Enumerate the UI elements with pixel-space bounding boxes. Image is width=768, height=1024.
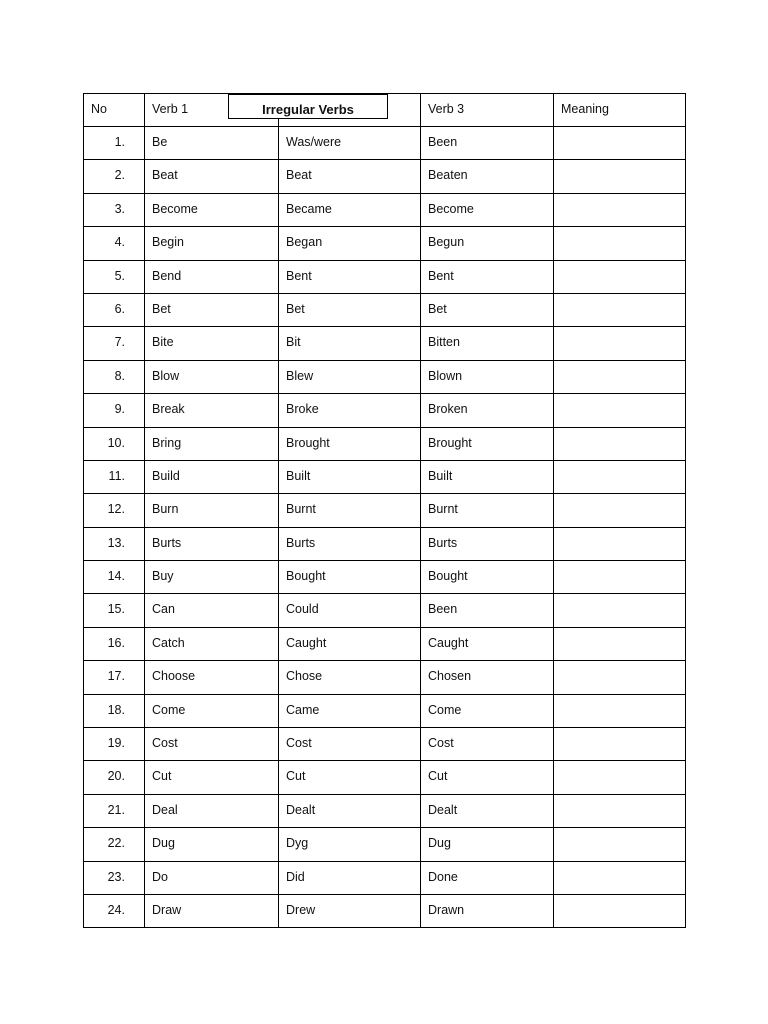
cell-meaning-text bbox=[554, 661, 685, 668]
table-row bbox=[84, 160, 686, 193]
cell-no-text: 12. bbox=[107, 502, 125, 517]
cell-verb2 bbox=[279, 594, 421, 627]
table-row bbox=[84, 894, 686, 927]
page-title: Irregular Verbs bbox=[228, 94, 388, 119]
cell-verb3-text: Drawn bbox=[428, 902, 465, 917]
cell-no bbox=[84, 527, 145, 560]
cell-verb3 bbox=[421, 561, 554, 594]
cell-verb3-text: Been bbox=[428, 135, 458, 149]
cell-verb1 bbox=[145, 828, 279, 861]
cell-verb3 bbox=[421, 293, 554, 326]
cell-meaning-text bbox=[554, 728, 685, 735]
cell-meaning-text bbox=[554, 294, 685, 301]
cell-verb3 bbox=[421, 494, 554, 527]
cell-verb2-text: Cut bbox=[286, 769, 306, 784]
cell-verb1 bbox=[145, 694, 279, 727]
cell-verb3-text: Done bbox=[428, 869, 458, 884]
cell-verb3-text: Burnt bbox=[428, 502, 458, 517]
cell-verb2-text: Was/were bbox=[286, 135, 342, 149]
cell-verb2 bbox=[279, 327, 421, 360]
cell-no bbox=[84, 828, 145, 861]
cell-verb2-text: Dyg bbox=[286, 836, 309, 851]
cell-verb1-text: Break bbox=[152, 402, 185, 417]
cell-verb2-text: Bet bbox=[286, 301, 305, 316]
cell-verb1 bbox=[145, 360, 279, 393]
header-verb3-label: Verb 3 bbox=[428, 102, 465, 116]
table-row bbox=[84, 828, 686, 861]
cell-meaning bbox=[554, 894, 686, 927]
cell-verb1-text: Beat bbox=[152, 168, 178, 183]
cell-verb3-text: Bet bbox=[428, 301, 447, 316]
cell-meaning-text bbox=[554, 327, 685, 334]
cell-verb2-text: Broke bbox=[286, 402, 319, 417]
cell-verb1 bbox=[145, 594, 279, 627]
cell-meaning bbox=[554, 193, 686, 226]
cell-meaning-text bbox=[554, 695, 685, 702]
cell-meaning bbox=[554, 828, 686, 861]
cell-meaning bbox=[554, 293, 686, 326]
cell-verb2 bbox=[279, 694, 421, 727]
cell-verb3-text: Begun bbox=[428, 235, 465, 250]
table-row bbox=[84, 627, 686, 660]
cell-verb2 bbox=[279, 761, 421, 794]
cell-meaning-text bbox=[554, 160, 685, 167]
cell-verb1-text: Burts bbox=[152, 535, 182, 550]
cell-verb3 bbox=[421, 160, 554, 193]
cell-meaning bbox=[554, 694, 686, 727]
cell-verb2 bbox=[279, 527, 421, 560]
cell-no-text: 1. bbox=[114, 135, 125, 149]
cell-meaning bbox=[554, 594, 686, 627]
cell-verb3-text: Broken bbox=[428, 402, 468, 417]
table-row bbox=[84, 427, 686, 460]
table-row bbox=[84, 794, 686, 827]
cell-verb3 bbox=[421, 861, 554, 894]
table-row bbox=[84, 694, 686, 727]
cell-verb1 bbox=[145, 661, 279, 694]
cell-no-text: 21. bbox=[107, 802, 125, 817]
table-row bbox=[84, 293, 686, 326]
cell-meaning bbox=[554, 160, 686, 193]
cell-verb2-text: Burts bbox=[286, 535, 316, 550]
cell-verb3-text: Become bbox=[428, 201, 474, 216]
cell-verb2-text: Built bbox=[286, 468, 311, 483]
cell-verb2-text: Burnt bbox=[286, 502, 316, 517]
table-row bbox=[84, 127, 686, 160]
cell-no-text: 9. bbox=[114, 402, 125, 417]
cell-verb1-text: Be bbox=[152, 135, 168, 149]
cell-verb1-text: Do bbox=[152, 869, 168, 884]
cell-verb2 bbox=[279, 293, 421, 326]
cell-meaning-text bbox=[554, 795, 685, 802]
cell-meaning-text bbox=[554, 628, 685, 635]
cell-verb2 bbox=[279, 227, 421, 260]
cell-verb2 bbox=[279, 394, 421, 427]
cell-no bbox=[84, 561, 145, 594]
cell-no bbox=[84, 494, 145, 527]
cell-verb1 bbox=[145, 293, 279, 326]
cell-verb3-text: Bought bbox=[428, 569, 468, 584]
cell-verb3 bbox=[421, 260, 554, 293]
cell-verb1-text: Bring bbox=[152, 435, 182, 450]
cell-verb1 bbox=[145, 227, 279, 260]
cell-verb3 bbox=[421, 728, 554, 761]
cell-no bbox=[84, 794, 145, 827]
cell-no-text: 4. bbox=[114, 235, 125, 250]
table-row bbox=[84, 594, 686, 627]
cell-meaning-text bbox=[554, 261, 685, 268]
cell-verb1-text: Deal bbox=[152, 802, 178, 817]
cell-verb2 bbox=[279, 561, 421, 594]
cell-verb1-text: Choose bbox=[152, 669, 196, 684]
cell-verb1 bbox=[145, 394, 279, 427]
cell-meaning-text bbox=[554, 194, 685, 201]
cell-verb2-text: Bought bbox=[286, 569, 326, 584]
cell-verb1 bbox=[145, 327, 279, 360]
cell-no bbox=[84, 427, 145, 460]
cell-verb3-text: Bitten bbox=[428, 335, 460, 350]
cell-verb1 bbox=[145, 527, 279, 560]
cell-verb3-text: Burts bbox=[428, 535, 458, 550]
table-row bbox=[84, 561, 686, 594]
cell-verb3 bbox=[421, 761, 554, 794]
table-row bbox=[84, 260, 686, 293]
cell-verb1-text: Begin bbox=[152, 235, 184, 250]
cell-no-text: 7. bbox=[114, 335, 125, 350]
cell-verb2 bbox=[279, 494, 421, 527]
table-row bbox=[84, 327, 686, 360]
cell-no-text: 18. bbox=[107, 702, 125, 717]
cell-verb3-text: Dealt bbox=[428, 802, 458, 817]
cell-no bbox=[84, 160, 145, 193]
table-row bbox=[84, 227, 686, 260]
verb-table-container bbox=[83, 93, 685, 928]
cell-verb2-text: Dealt bbox=[286, 802, 316, 817]
cell-verb2 bbox=[279, 627, 421, 660]
cell-no bbox=[84, 460, 145, 493]
cell-verb3-text: Beaten bbox=[428, 168, 468, 183]
cell-verb1-text: Burn bbox=[152, 502, 179, 517]
cell-verb1 bbox=[145, 260, 279, 293]
cell-no bbox=[84, 327, 145, 360]
cell-verb1-text: Draw bbox=[152, 902, 182, 917]
cell-verb3 bbox=[421, 327, 554, 360]
cell-verb1 bbox=[145, 894, 279, 927]
header-verb3 bbox=[421, 94, 554, 127]
cell-no-text: 3. bbox=[114, 201, 125, 216]
cell-verb3-text: Dug bbox=[428, 836, 451, 851]
table-row bbox=[84, 494, 686, 527]
cell-verb1 bbox=[145, 627, 279, 660]
cell-verb3-text: Cut bbox=[428, 769, 448, 784]
cell-meaning bbox=[554, 227, 686, 260]
cell-verb1 bbox=[145, 561, 279, 594]
cell-verb2 bbox=[279, 460, 421, 493]
cell-meaning bbox=[554, 127, 686, 160]
cell-meaning bbox=[554, 728, 686, 761]
cell-verb2 bbox=[279, 894, 421, 927]
cell-verb3 bbox=[421, 360, 554, 393]
table-row bbox=[84, 394, 686, 427]
table-row bbox=[84, 360, 686, 393]
cell-verb1-text: Bet bbox=[152, 301, 171, 316]
cell-meaning-text bbox=[554, 761, 685, 768]
cell-meaning-text bbox=[554, 494, 685, 501]
cell-no bbox=[84, 627, 145, 660]
table-row bbox=[84, 527, 686, 560]
cell-verb1 bbox=[145, 127, 279, 160]
cell-no bbox=[84, 894, 145, 927]
irregular-verbs-table bbox=[83, 93, 686, 928]
cell-verb3 bbox=[421, 627, 554, 660]
table-body bbox=[84, 127, 686, 928]
cell-no-text: 17. bbox=[107, 669, 125, 684]
cell-verb1 bbox=[145, 728, 279, 761]
cell-verb1-text: Dug bbox=[152, 836, 175, 851]
cell-verb3 bbox=[421, 193, 554, 226]
cell-no bbox=[84, 127, 145, 160]
cell-meaning bbox=[554, 327, 686, 360]
cell-no-text: 14. bbox=[107, 569, 125, 584]
cell-verb3-text: Brought bbox=[428, 435, 472, 450]
cell-verb1 bbox=[145, 761, 279, 794]
cell-meaning-text bbox=[554, 428, 685, 435]
cell-verb1-text: Build bbox=[152, 468, 180, 483]
cell-meaning bbox=[554, 627, 686, 660]
cell-verb3 bbox=[421, 394, 554, 427]
cell-meaning bbox=[554, 427, 686, 460]
cell-meaning-text bbox=[554, 561, 685, 568]
cell-no-text: 15. bbox=[107, 602, 125, 617]
cell-verb1-text: Catch bbox=[152, 635, 185, 650]
cell-verb2 bbox=[279, 828, 421, 861]
cell-meaning bbox=[554, 861, 686, 894]
table-row bbox=[84, 460, 686, 493]
cell-verb3 bbox=[421, 227, 554, 260]
cell-verb2-text: Beat bbox=[286, 168, 312, 183]
cell-verb1-text: Cost bbox=[152, 736, 178, 751]
header-meaning-label: Meaning bbox=[561, 102, 609, 116]
cell-no bbox=[84, 661, 145, 694]
cell-no bbox=[84, 694, 145, 727]
cell-verb3 bbox=[421, 527, 554, 560]
cell-no bbox=[84, 227, 145, 260]
cell-verb2 bbox=[279, 360, 421, 393]
cell-verb2 bbox=[279, 193, 421, 226]
cell-no-text: 19. bbox=[107, 736, 125, 751]
cell-verb3 bbox=[421, 894, 554, 927]
cell-no bbox=[84, 293, 145, 326]
header-no-label: No bbox=[91, 102, 107, 116]
table-row bbox=[84, 761, 686, 794]
cell-verb3 bbox=[421, 694, 554, 727]
cell-no-text: 2. bbox=[114, 168, 125, 183]
cell-verb2-text: Blew bbox=[286, 368, 314, 383]
cell-no-text: 16. bbox=[107, 635, 125, 650]
cell-verb3 bbox=[421, 127, 554, 160]
cell-verb1 bbox=[145, 794, 279, 827]
cell-no bbox=[84, 728, 145, 761]
cell-no-text: 20. bbox=[107, 769, 125, 784]
cell-meaning-text bbox=[554, 528, 685, 535]
cell-no-text: 6. bbox=[114, 301, 125, 316]
cell-meaning bbox=[554, 794, 686, 827]
cell-no bbox=[84, 360, 145, 393]
cell-verb1-text: Come bbox=[152, 702, 186, 717]
cell-verb3 bbox=[421, 794, 554, 827]
cell-verb1-text: Bite bbox=[152, 335, 174, 350]
cell-verb2-text: Chose bbox=[286, 669, 323, 684]
cell-meaning bbox=[554, 761, 686, 794]
cell-verb2-text: Caught bbox=[286, 635, 327, 650]
cell-verb1-text: Buy bbox=[152, 569, 174, 584]
cell-verb2-text: Did bbox=[286, 869, 305, 884]
cell-verb2 bbox=[279, 160, 421, 193]
cell-meaning-text bbox=[554, 361, 685, 368]
cell-verb1 bbox=[145, 861, 279, 894]
cell-meaning bbox=[554, 494, 686, 527]
cell-verb1-text: Blow bbox=[152, 368, 180, 383]
cell-no-text: 13. bbox=[107, 535, 125, 550]
cell-verb2 bbox=[279, 728, 421, 761]
cell-verb2-text: Came bbox=[286, 702, 320, 717]
table-row bbox=[84, 193, 686, 226]
cell-no-text: 8. bbox=[114, 368, 125, 383]
cell-no bbox=[84, 260, 145, 293]
cell-verb2 bbox=[279, 260, 421, 293]
cell-verb2-text: Bent bbox=[286, 268, 312, 283]
header-no bbox=[84, 94, 145, 127]
cell-verb3 bbox=[421, 828, 554, 861]
table-row bbox=[84, 861, 686, 894]
cell-no bbox=[84, 861, 145, 894]
cell-verb3-text: Bent bbox=[428, 268, 454, 283]
cell-no-text: 22. bbox=[107, 836, 125, 851]
cell-verb2-text: Brought bbox=[286, 435, 330, 450]
cell-no-text: 24. bbox=[107, 902, 125, 917]
header-meaning bbox=[554, 94, 686, 127]
table-row bbox=[84, 728, 686, 761]
cell-meaning bbox=[554, 260, 686, 293]
cell-no bbox=[84, 594, 145, 627]
cell-verb2-text: Began bbox=[286, 235, 323, 250]
cell-no-text: 10. bbox=[107, 435, 125, 450]
cell-meaning bbox=[554, 661, 686, 694]
cell-meaning-text bbox=[554, 227, 685, 234]
cell-meaning bbox=[554, 360, 686, 393]
cell-verb3-text: Cost bbox=[428, 736, 454, 751]
cell-meaning-text bbox=[554, 828, 685, 835]
cell-verb1 bbox=[145, 193, 279, 226]
cell-verb1-text: Can bbox=[152, 602, 175, 617]
cell-no bbox=[84, 761, 145, 794]
cell-verb1-text: Bend bbox=[152, 268, 182, 283]
cell-meaning bbox=[554, 561, 686, 594]
cell-meaning bbox=[554, 460, 686, 493]
cell-no-text: 11. bbox=[108, 468, 125, 483]
cell-no bbox=[84, 193, 145, 226]
cell-verb2 bbox=[279, 661, 421, 694]
cell-no bbox=[84, 394, 145, 427]
cell-meaning-text bbox=[554, 461, 685, 468]
cell-verb3 bbox=[421, 661, 554, 694]
cell-verb1 bbox=[145, 427, 279, 460]
cell-verb3 bbox=[421, 594, 554, 627]
header-verb1-label: Verb 1 bbox=[152, 102, 189, 116]
cell-meaning bbox=[554, 394, 686, 427]
cell-verb1 bbox=[145, 460, 279, 493]
cell-verb2-text: Became bbox=[286, 201, 332, 216]
cell-verb3-text: Built bbox=[428, 468, 453, 483]
cell-verb2 bbox=[279, 127, 421, 160]
cell-verb3-text: Been bbox=[428, 602, 458, 617]
cell-verb1-text: Become bbox=[152, 201, 198, 216]
cell-verb1-text: Cut bbox=[152, 769, 172, 784]
cell-meaning-text bbox=[554, 594, 685, 601]
cell-meaning-text bbox=[554, 394, 685, 401]
cell-verb3 bbox=[421, 460, 554, 493]
cell-meaning-text bbox=[554, 862, 685, 869]
cell-no-text: 23. bbox=[107, 869, 125, 884]
cell-verb3 bbox=[421, 427, 554, 460]
cell-meaning bbox=[554, 527, 686, 560]
cell-meaning-text bbox=[554, 127, 685, 134]
cell-verb2-text: Could bbox=[286, 602, 319, 617]
cell-verb3-text: Chosen bbox=[428, 669, 472, 684]
cell-verb2-text: Bit bbox=[286, 335, 301, 350]
cell-verb2 bbox=[279, 427, 421, 460]
cell-verb2 bbox=[279, 861, 421, 894]
cell-verb1 bbox=[145, 160, 279, 193]
table-row bbox=[84, 661, 686, 694]
cell-no-text: 5. bbox=[114, 268, 125, 283]
cell-verb1 bbox=[145, 494, 279, 527]
cell-verb2-text: Cost bbox=[286, 736, 312, 751]
cell-verb3-text: Blown bbox=[428, 368, 463, 383]
cell-verb3-text: Caught bbox=[428, 635, 469, 650]
cell-meaning-text bbox=[554, 895, 685, 902]
cell-verb2-text: Drew bbox=[286, 902, 316, 917]
cell-verb2 bbox=[279, 794, 421, 827]
cell-verb3-text: Come bbox=[428, 702, 462, 717]
